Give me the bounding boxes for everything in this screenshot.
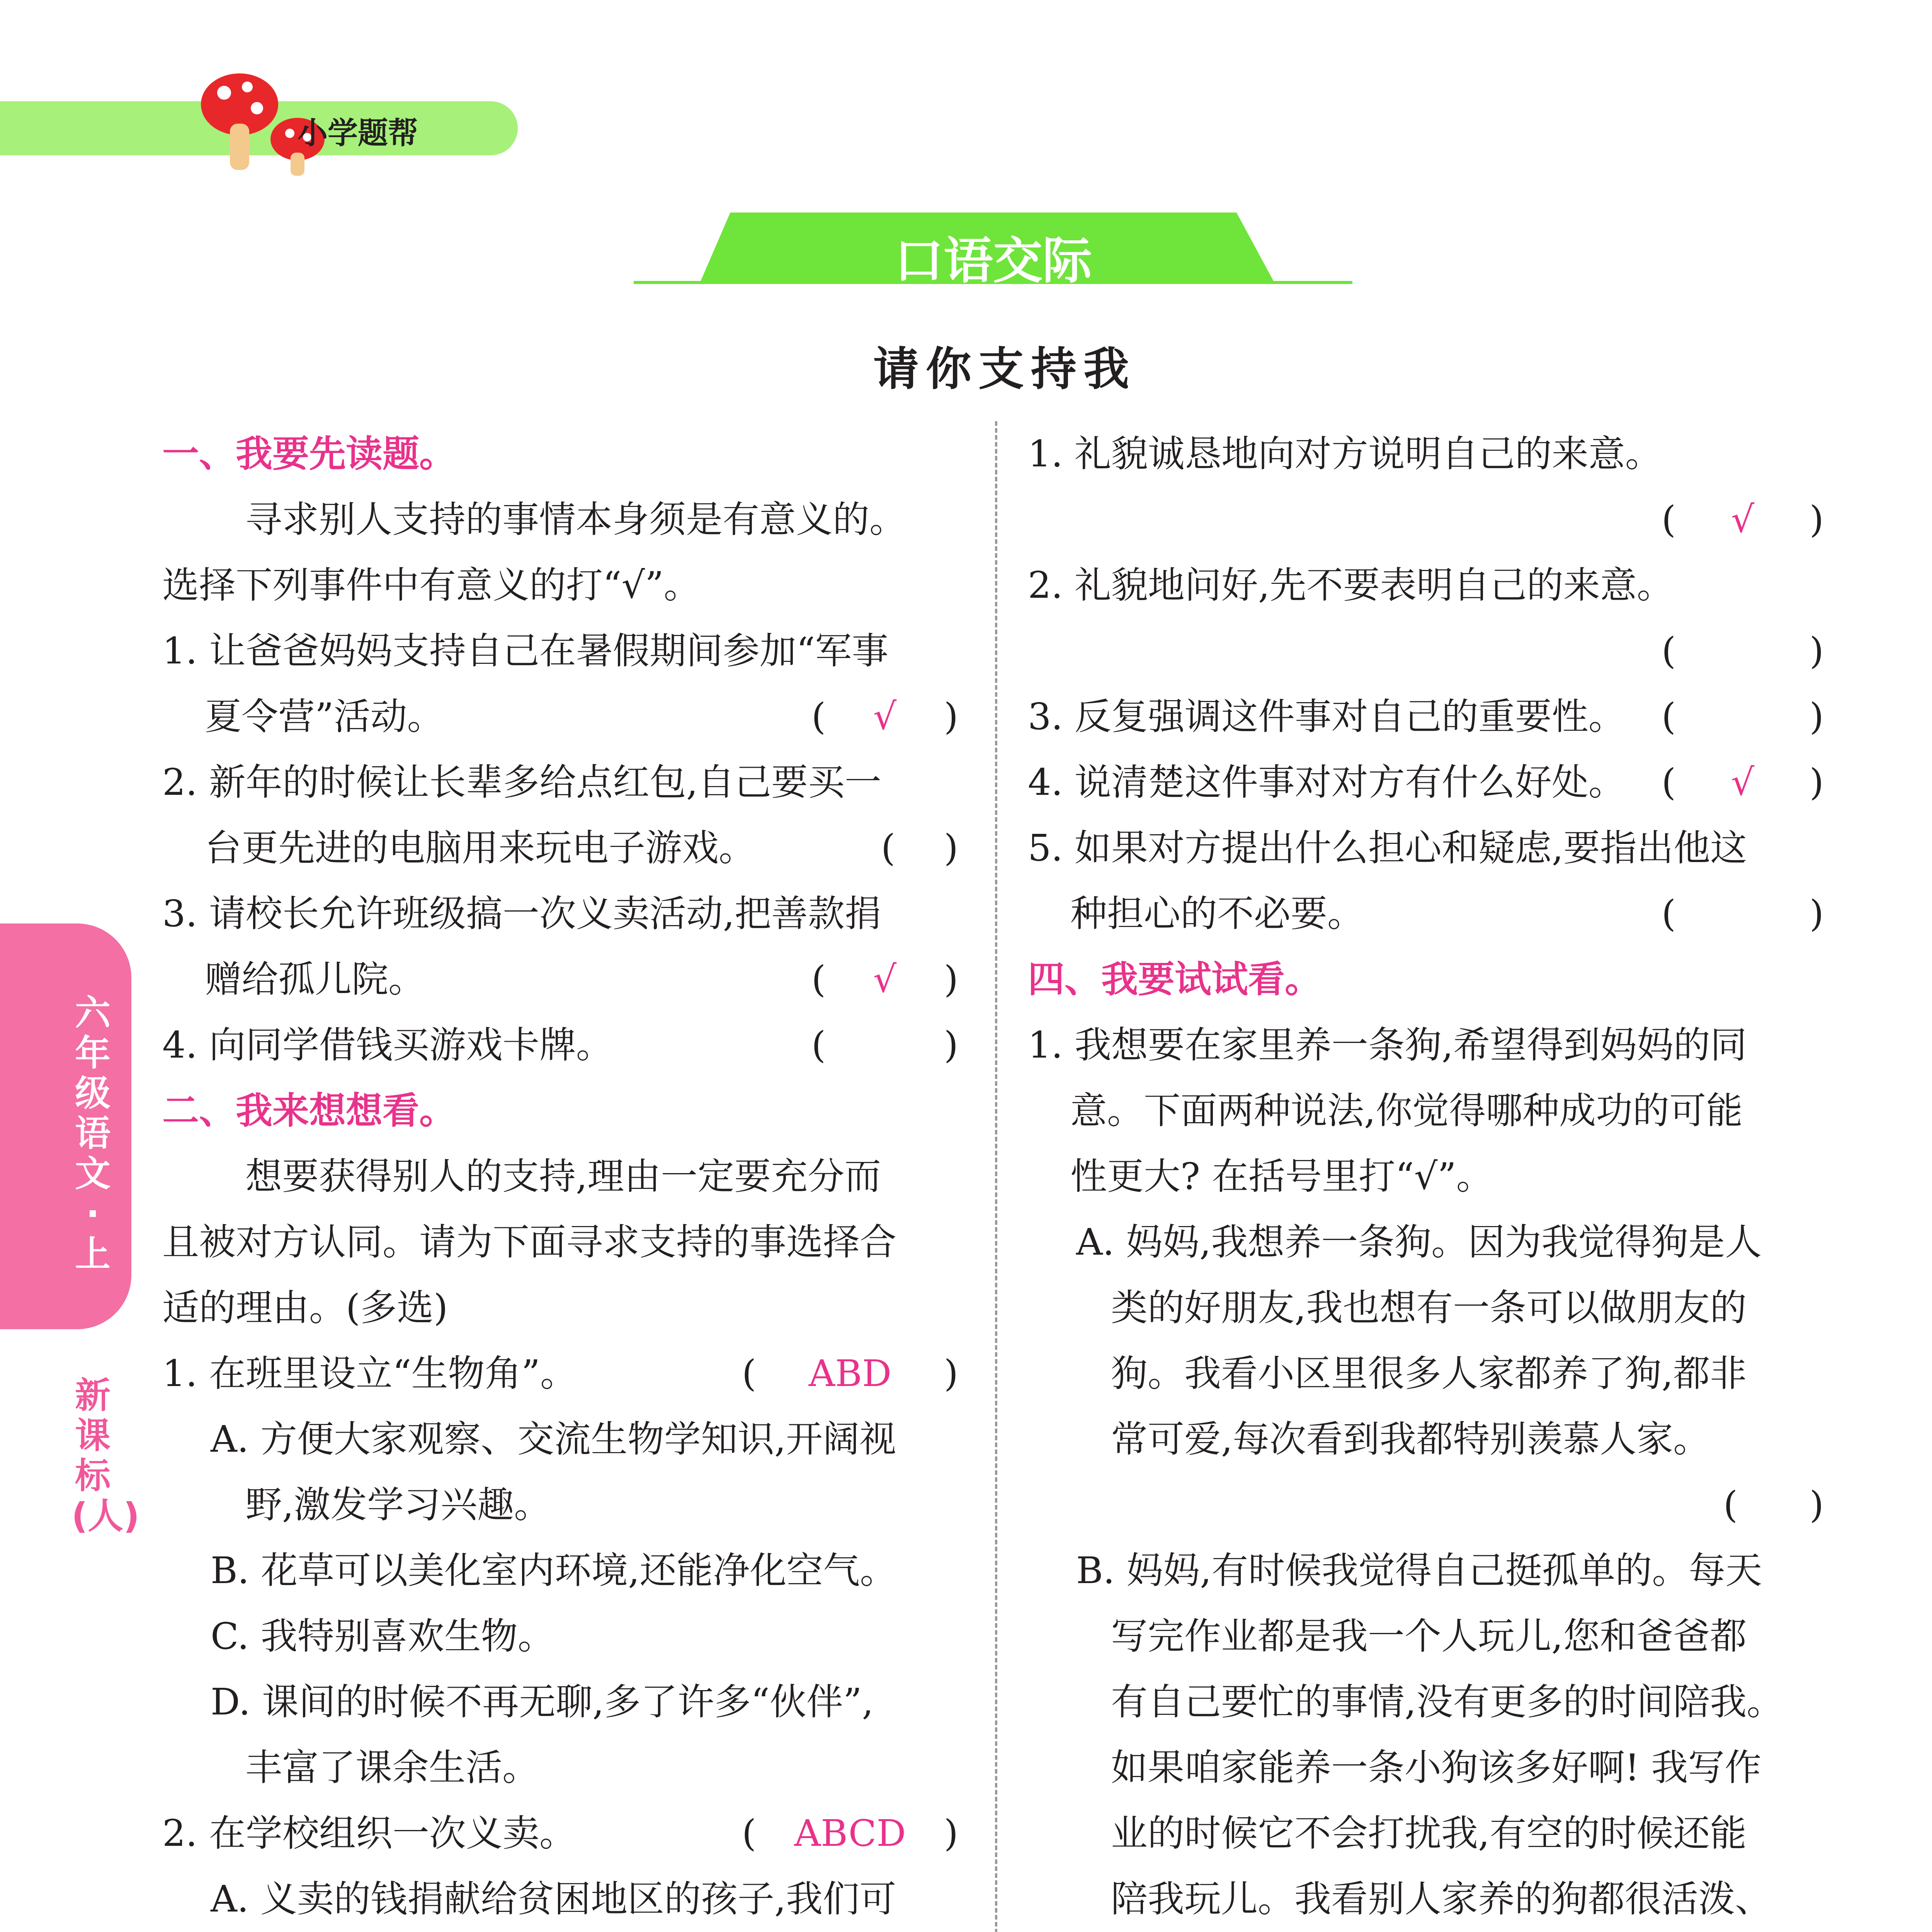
option-text: A. 方便大家观察、交流生物学知识,开阔视 [211, 1418, 896, 1461]
option-text: 如果咱家能养一条小狗该多好啊! 我写作 [1111, 1747, 1762, 1789]
answer-box[interactable]: ( √ ) [811, 684, 958, 750]
question-item [162, 815, 958, 881]
answer-box[interactable]: ( √ ) [1662, 750, 1824, 815]
answer-row [1028, 1472, 1824, 1538]
question-text: 1. 在班里设立“生物角”。 [162, 1352, 577, 1395]
question-text: 2. 在学校组织一次义卖。 [162, 1812, 576, 1855]
option-text: 丰富了课余生活。 [245, 1747, 539, 1789]
question-text: 2. 新年的时候让长辈多给点红包,自己要买一 [162, 761, 882, 804]
question-text: 3. 反复强调这件事对自己的重要性。 [1028, 696, 1625, 738]
option-text: 陪我玩儿。我看别人家养的狗都很活泼、 [1111, 1878, 1772, 1920]
question-text: 4. 说清楚这件事对对方有什么好处。 [1028, 761, 1625, 804]
question-text: 台更先进的电脑用来玩电子游戏。 [205, 827, 756, 869]
answer-box[interactable]: ( ABD ) [742, 1341, 958, 1406]
question-item [1028, 684, 1824, 750]
question-item [162, 947, 958, 1012]
section-heading: 四、我要试试看。 [1028, 958, 1322, 1001]
question-text: 赠给孤儿院。 [205, 958, 425, 1001]
question-item [162, 684, 958, 750]
lesson-title: 请你支持我 [873, 342, 1136, 396]
answer-box[interactable]: ( ) [1662, 893, 1824, 935]
option-text: 常可爱,每次看到我都特别羡慕人家。 [1111, 1418, 1710, 1461]
answer-box[interactable]: ( √ ) [811, 947, 958, 1012]
section-title: 口语交际 [894, 232, 1092, 290]
answer-text: ABCD [794, 1812, 906, 1855]
question-text: 1. 礼貌诚恳地向对方说明自己的来意。 [1028, 433, 1662, 475]
option-text: 野,激发学习兴趣。 [245, 1484, 551, 1526]
question-text: 3. 请校长允许班级搞一次义卖活动,把善款捐 [162, 893, 882, 935]
answer-text: ABD [808, 1352, 892, 1395]
left-column [162, 421, 958, 1932]
answer-box[interactable]: ( √ ) [1662, 487, 1824, 553]
option-text: B. 妈妈,有时候我觉得自己挺孤单的。每天 [1076, 1549, 1762, 1592]
question-item [162, 1012, 958, 1078]
intro-text: 适的理由。(多选) [162, 1287, 448, 1329]
question-text: 夏令营”活动。 [205, 696, 444, 738]
option-text: 有自己要忙的事情,没有更多的时间陪我。 [1111, 1681, 1784, 1723]
right-column [1028, 421, 1824, 1932]
section-heading: 一、我要先读题。 [162, 433, 456, 475]
intro-text: 选择下列事件中有意义的打“√”。 [162, 564, 701, 607]
option-text: A. 妈妈,我想养一条狗。因为我觉得狗是人 [1076, 1221, 1762, 1264]
answer-box[interactable]: ( ) [881, 827, 958, 869]
option-text: B. 花草可以美化室内环境,还能净化空气。 [211, 1549, 897, 1592]
option-text: 业的时候它不会打扰我,有空的时候还能 [1111, 1812, 1747, 1855]
intro-text: 寻求别人支持的事情本身须是有意义的。 [245, 498, 906, 541]
question-text: 1. 我想要在家里养一条狗,希望得到妈妈的同 [1028, 1024, 1747, 1066]
brand-name: 小学题帮 [298, 116, 418, 151]
answer-row [1028, 487, 1824, 553]
answer-box[interactable]: ( ) [1662, 630, 1824, 672]
question-text: 2. 礼貌地问好,先不要表明自己的来意。 [1028, 564, 1674, 607]
question-item [162, 1801, 958, 1866]
answer-box[interactable]: ( ) [1723, 1484, 1824, 1526]
question-text: 5. 如果对方提出什么担心和疑虑,要指出他这 [1028, 827, 1747, 869]
question-item [1028, 881, 1824, 947]
option-text: 类的好朋友,我也想有一条可以做朋友的 [1111, 1287, 1747, 1329]
option-text: C. 我特别喜欢生物。 [211, 1615, 554, 1658]
question-item [162, 1341, 958, 1406]
question-text: 4. 向同学借钱买游戏卡牌。 [162, 1024, 613, 1066]
question-text: 1. 让爸爸妈妈支持自己在暑假期间参加“军事 [162, 630, 889, 672]
question-text: 种担心的不必要。 [1070, 893, 1364, 935]
option-text: 狗。我看小区里很多人家都养了狗,都非 [1111, 1352, 1747, 1395]
answer-box[interactable]: ( ABCD ) [742, 1801, 958, 1866]
answer-box[interactable]: ( ) [811, 1024, 958, 1066]
question-text: 性更大? 在括号里打“√”。 [1070, 1155, 1493, 1198]
option-text: D. 课间的时候不再无聊,多了许多“伙伴”, [211, 1681, 874, 1723]
answer-mark: √ [1731, 761, 1755, 804]
intro-text: 且被对方认同。请为下面寻求支持的事选择合 [162, 1221, 897, 1264]
edition-label: 新课标(人) [71, 1375, 140, 1537]
section-heading: 二、我来想想看。 [162, 1090, 456, 1132]
column-divider [995, 421, 997, 1932]
intro-text: 想要获得别人的支持,理由一定要充分而 [245, 1155, 881, 1198]
answer-mark: √ [873, 696, 897, 738]
option-text: 写完作业都是我一个人玩儿,您和爸爸都 [1111, 1615, 1747, 1658]
question-item [1028, 750, 1824, 815]
answer-mark: √ [873, 958, 897, 1001]
grade-label: 六年级语文·上 [75, 992, 111, 1275]
option-text: A. 义卖的钱捐献给贫困地区的孩子,我们可 [211, 1878, 896, 1920]
answer-mark: √ [1731, 498, 1755, 541]
question-text: 意。下面两种说法,你觉得哪种成功的可能 [1070, 1090, 1743, 1132]
answer-row [1028, 618, 1824, 684]
answer-box[interactable]: ( ) [1662, 696, 1824, 738]
